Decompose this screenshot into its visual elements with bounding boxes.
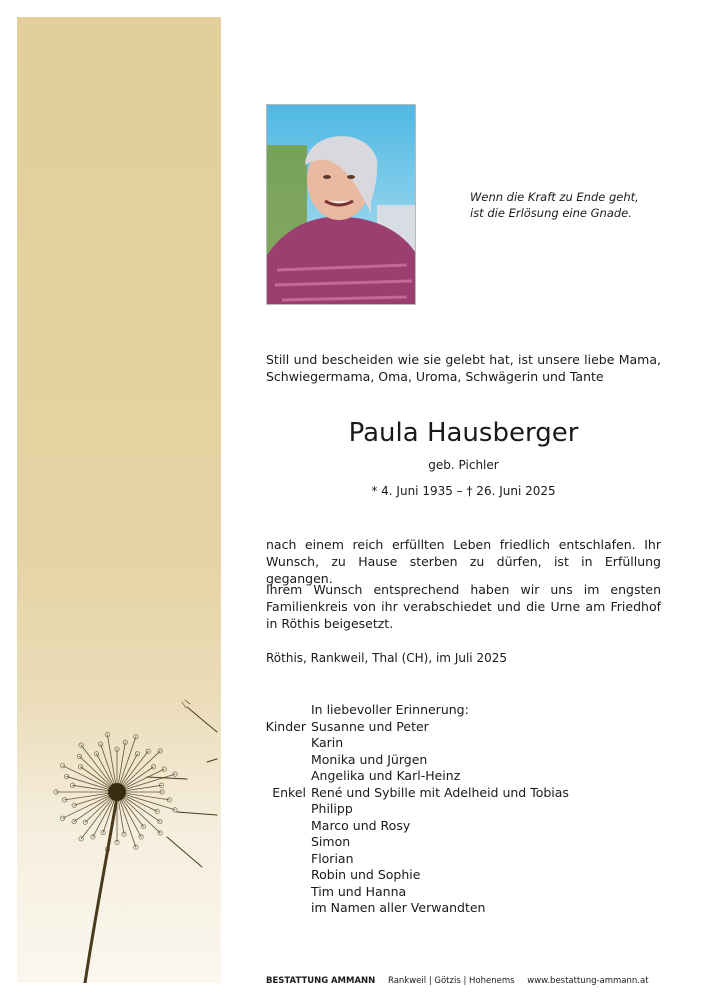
family-name: Angelika und Karl-Heinz xyxy=(311,768,461,783)
deceased-name: Paula Hausberger xyxy=(348,418,579,448)
company-website-link[interactable]: www.bestattung-ammann.at xyxy=(527,976,649,986)
list-item xyxy=(250,752,670,769)
list-item xyxy=(250,735,670,752)
list-item xyxy=(250,785,670,802)
place-date: Röthis, Rankweil, Thal (CH), im Juli 2025 xyxy=(266,651,507,665)
list-item xyxy=(250,834,670,851)
family-name: René und Sybille mit Adelheid und Tobias xyxy=(311,784,569,800)
family-name: In liebevoller Erinnerung: xyxy=(311,702,469,717)
list-item xyxy=(250,867,670,884)
company-name-bold: AMMANN xyxy=(330,976,376,986)
quote-line: Wenn die Kraft zu Ende geht, xyxy=(470,190,639,204)
portrait-photo xyxy=(266,104,416,305)
list-item xyxy=(250,900,670,917)
family-label: Enkel xyxy=(272,784,306,800)
family-name: Florian xyxy=(311,850,354,866)
paragraph-2: Ihrem Wunsch entsprechend haben wir uns im engsten Familienkreis von ihr verabschiedet und die Urne am Friedhof in Röthis beigesetzt. xyxy=(266,582,661,631)
list-item xyxy=(250,884,670,901)
family-label: Kinder xyxy=(265,718,306,734)
list-item xyxy=(250,818,670,835)
quote-line: ist die Erlösung eine Gnade. xyxy=(470,206,632,220)
family-name: Simon xyxy=(311,834,351,849)
family-name: Marco und Rosy xyxy=(311,817,411,833)
life-dates: * 4. Juni 1935 – † 26. Juni 2025 xyxy=(371,484,556,498)
list-item xyxy=(250,719,670,736)
list-item xyxy=(250,801,670,818)
footer xyxy=(266,975,666,987)
family-name: Philipp xyxy=(311,801,353,816)
family-name: im Namen aller Verwandten xyxy=(311,900,486,915)
family-name: Karin xyxy=(311,735,344,750)
quote xyxy=(470,189,680,221)
intro-text: Still und bescheiden wie sie gelebt hat, ist unsere liebe Mama, Schwiegermama, Oma, Uroma, Schwägerin und Tante xyxy=(266,352,661,384)
decorative-sidebar xyxy=(17,17,221,983)
dandelion-icon xyxy=(17,17,221,983)
company-name: BESTATTUNG xyxy=(266,976,329,986)
paragraph-1: nach einem reich erfüllten Leben friedlich entschlafen. Ihr Wunsch, zu Hause sterben zu dürfen, ist in Erfüllung gegangen. xyxy=(266,537,661,586)
family-name: Tim und Hanna xyxy=(311,883,407,899)
family-name: Monika und Jürgen xyxy=(311,751,428,767)
list-item xyxy=(250,851,670,868)
company-locations: Rankweil | Götzis | Hohenems xyxy=(387,976,515,986)
family-name: Robin und Sophie xyxy=(311,867,421,882)
list-item xyxy=(250,702,670,719)
family-name: Susanne und Peter xyxy=(311,718,429,734)
birth-name: geb. Pichler xyxy=(428,458,499,472)
family-list xyxy=(250,702,670,917)
list-item xyxy=(250,768,670,785)
